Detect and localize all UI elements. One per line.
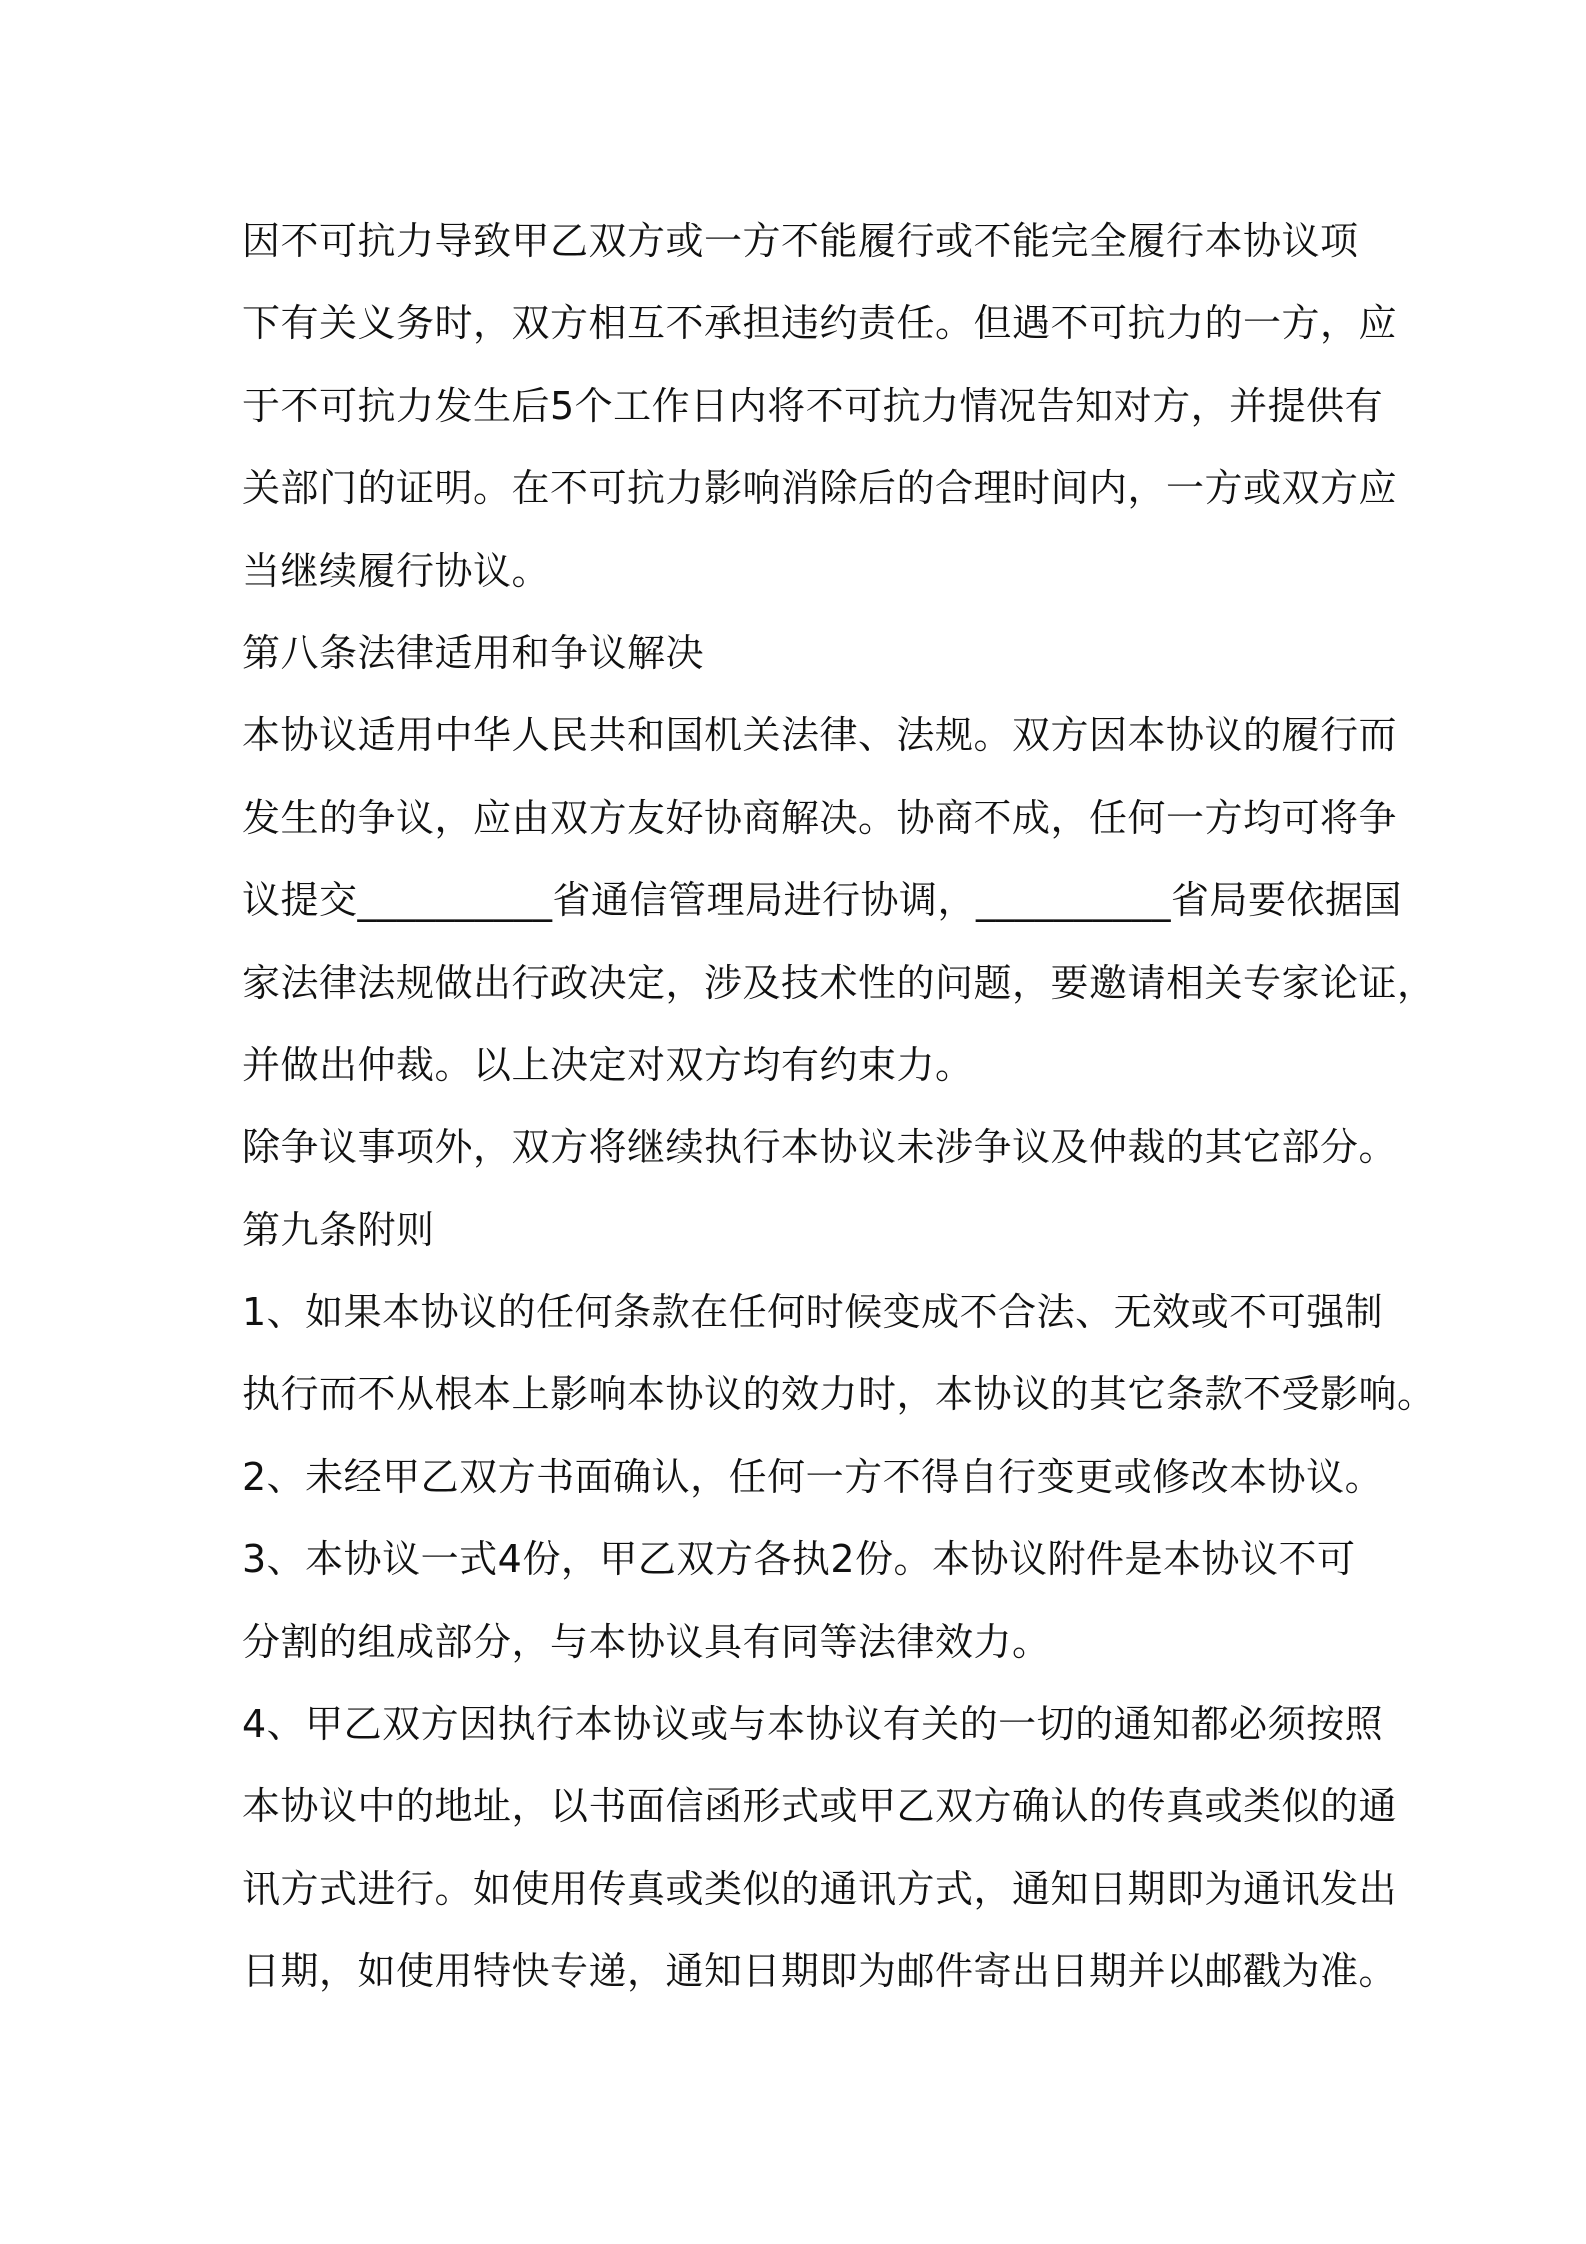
paragraph-line: 于不可抗力发生后5个工作日内将不可抗力情况告知对方，并提供有 [242, 383, 1384, 428]
paragraph-line: 家法律法规做出行政决定，涉及技术性的问题，要邀请相关专家论证， [242, 960, 1436, 1005]
paragraph-line: 因不可抗力导致甲乙双方或一方不能履行或不能完全履行本协议项 [242, 219, 1359, 263]
paragraph-line: 并做出仲裁。以上决定对双方均有约束力。 [242, 1042, 974, 1087]
paragraph-line: 分割的组成部分，与本协议具有同等法律效力。 [242, 1619, 1051, 1664]
paragraph-line: 除争议事项外，双方将继续执行本协议未涉争议及仲裁的其它部分。 [242, 1125, 1398, 1170]
paragraph-line: 1、如果本协议的任何条款在任何时候变成不合法、无效或不可强制 [242, 1290, 1384, 1335]
paragraph-line: 下有关义务时，双方相互不承担违约责任。但遇不可抗力的一方，应 [242, 301, 1398, 346]
paragraph-line: 讯方式进行。如使用传真或类似的通讯方式，通知日期即为通讯发出 [242, 1866, 1398, 1911]
document-body [242, 200, 1436, 2013]
paragraph-line: 3、本协议一式4份，甲乙双方各执2份。本协议附件是本协议不可 [242, 1537, 1356, 1582]
paragraph-line: 议提交__________省通信管理局进行协调，__________省局要依据国 [242, 878, 1403, 923]
paragraph-line: 本协议适用中华人民共和国机关法律、法规。双方因本协议的履行而 [242, 713, 1398, 758]
article-8-heading: 第八条法律适用和争议解决 [242, 630, 705, 675]
paragraph-line: 关部门的证明。在不可抗力影响消除后的合理时间内，一方或双方应 [242, 466, 1398, 511]
paragraph-line: 日期，如使用特快专递，通知日期即为邮件寄出日期并以邮戳为准。 [242, 1949, 1398, 1994]
paragraph-line: 4、甲乙双方因执行本协议或与本协议有关的一切的通知都必须按照 [242, 1702, 1384, 1747]
paragraph-line: 本协议中的地址，以书面信函形式或甲乙双方确认的传真或类似的通 [242, 1784, 1398, 1829]
paragraph-line: 当继续履行协议。 [242, 548, 551, 593]
paragraph-line: 发生的争议，应由双方友好协商解决。协商不成，任何一方均可将争 [242, 795, 1398, 840]
paragraph-line: 执行而不从根本上影响本协议的效力时，本协议的其它条款不受影响。 [242, 1372, 1436, 1417]
article-9-heading: 第九条附则 [242, 1207, 435, 1252]
paragraph-line: 2、未经甲乙双方书面确认，任何一方不得自行变更或修改本协议。 [242, 1454, 1384, 1499]
